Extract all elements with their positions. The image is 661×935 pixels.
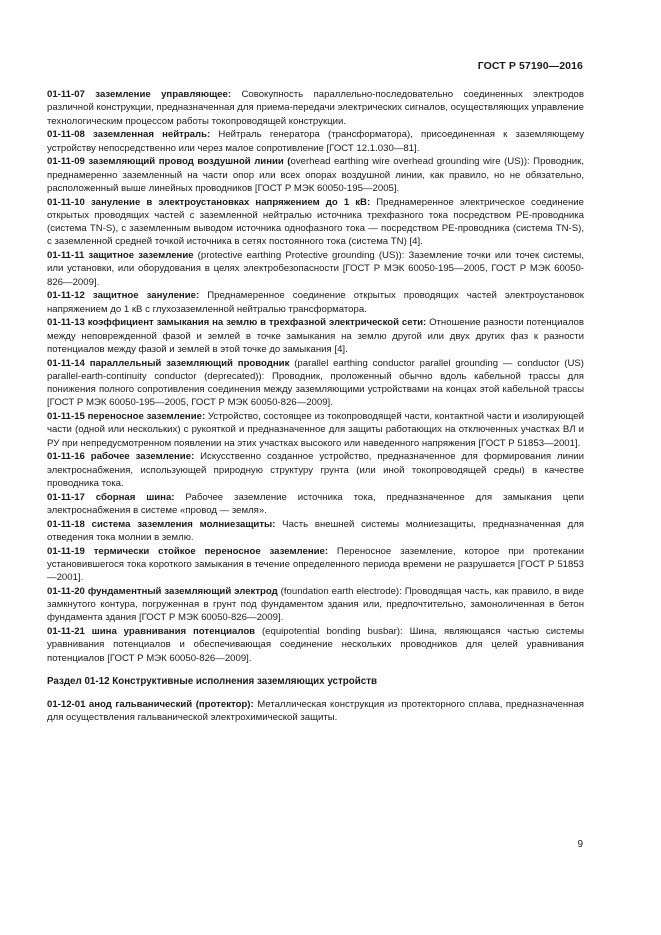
term-definition: Переносное заземление, которое при протекании установившегося тока короткого замыкания в течение определенного периода времени не разрушается [ГОСТ Р 51853—2001].: [47, 545, 584, 583]
term-heading: 01-11-20 фундаментный заземляющий электрод: [47, 585, 278, 597]
term-heading: 01-11-14 параллельный заземляющий проводник: [47, 357, 290, 369]
term-heading: 01-11-19 термически стойкое переносное заземление:: [47, 545, 329, 557]
term-definition: overhead earthing wire overhead grounding wire (US)): Проводник, преднамеренно заземленный на части опор или всех опорах воздушной линии, как правило, но не обязательно, расположенный выше линейных проводников [ГОСТ Р МЭК 60050-195—2005].: [47, 156, 584, 194]
term-definition: Устройство, состоящее из токопроводящей части, контактной части и изолирующей части (одной или нескольких) с рукояткой и предназначенное для защиты работающих на отключенных участках ВЛ и РУ при непредусмотренном появлении на этих участках высокого или наведенного напряжения [ГОСТ Р 51853—2001].: [47, 411, 584, 449]
document-header: ГОСТ Р 57190—2016: [477, 60, 583, 72]
term-definition: Рабочее заземление источника тока, предназначенное для замыкания цепи электроснабжения в системе «провод — земля».: [47, 491, 584, 516]
term-definition: (parallel earthing conductor parallel grounding — conductor (US) parallel-earth-continuity conductor (deprecated)): Проводник, проложенный обычно вдоль кабельной трассы для понижения полного сопротивления соединения между заземляющими устройствами на концах этой кабельной трассы [ГОСТ Р МЭК 60050-195—2005, ГОСТ Р МЭК 60050-826—2009].: [47, 357, 584, 409]
term-heading: 01-11-12 защитное зануление:: [47, 290, 200, 302]
term-heading: 01-11-15 переносное заземление:: [47, 411, 206, 422]
section-terms-list: [47, 698, 584, 725]
term-entry: [47, 196, 584, 249]
term-entry: [47, 491, 584, 518]
term-entry: [47, 625, 584, 665]
term-entry: [47, 155, 584, 195]
term-definition: (protective earthing Protective grounding (US)): Заземление точки или точек системы, или установки, или оборудования в целях электробезопасности [ГОСТ Р МЭК 60050-195—2005, ГОСТ Р МЭК 60050-826—2009].: [47, 250, 584, 288]
term-entry: [47, 128, 584, 155]
terms-list: [47, 88, 584, 665]
term-entry: [47, 357, 584, 410]
term-heading: 01-11-16 рабочее заземление:: [47, 451, 195, 463]
term-definition: Искусственно созданное устройство, предназначенное для формирования линии электроснабжения, использующей природную структуру грунта (или иной токопроводящей среды) в качестве проводника тока.: [47, 451, 584, 489]
term-entry: [47, 545, 584, 585]
term-definition: Металлическая конструкция из протекторного сплава, предназначенная для осуществления гальванической электрохимической защиты.: [47, 699, 584, 724]
term-definition: Преднамеренное электрическое соединение открытых проводящих частей с заземленной нейтралью источника трехфазного тока посредством PE-проводника (система TN-S), с заземленным выводом источника однофазного тока — посредством PE-проводника (система TN-S), с заземленной средней точкой источника в сетях постоянного тока (система TN) [4].: [47, 196, 584, 248]
term-definition: Преднамеренное соединение открытых проводящих частей электроустановок напряжением до 1 кВ с глухозаземленной нейтралью трансформатора.: [47, 290, 584, 315]
term-heading: 01-11-18 система заземления молниезащиты:: [47, 518, 276, 530]
term-entry: [47, 316, 584, 356]
term-heading: 01-11-17 сборная шина:: [47, 491, 175, 503]
section-title: Раздел 01-12 Конструктивные исполнения заземляющих устройств: [47, 675, 378, 687]
term-entry: [47, 289, 584, 316]
term-entry: [47, 698, 584, 725]
term-heading: 01-11-10 зануление в электроустановках напряжением до 1 кВ:: [47, 196, 371, 208]
term-definition: Часть внешней системы молниезащиты, предназначенная для отведения тока молнии в землю.: [47, 518, 584, 543]
term-entry: [47, 450, 584, 490]
term-definition: Совокупность параллельно-последовательно соединенных электродов различной конструкции, предназначенная для приема-передачи электрических сигналов, осуществляющих управление технологическим процессом работы токопроводящей конструкции.: [47, 89, 584, 127]
term-entry: [47, 249, 584, 289]
term-entry: [47, 410, 584, 450]
term-definition: (equipotential bonding busbar): Шина, являющаяся частью системы уравнивания потенциалов и обеспечивающая соединение нескольких проводников для целей уравнивания потенциалов [ГОСТ Р МЭК 60050-826—2009].: [47, 626, 584, 664]
term-heading: 01-11-07 заземление управляющее:: [47, 89, 232, 100]
document-body: [47, 88, 584, 725]
term-heading: 01-11-11 защитное заземление: [47, 250, 194, 261]
term-heading: 01-11-09 заземляющий провод воздушной линии (: [47, 156, 291, 168]
term-entry: [47, 88, 584, 128]
term-heading: 01-11-08 заземленная нейтраль:: [47, 129, 211, 141]
term-definition: (foundation earth electrode): Проводящая часть, как правило, в виде замкнутого контура, погруженная в грунт под фундаментом здания или, предпочтительно, замоноличенная в бетон фундамента здания [ГОСТ Р МЭК 60050-826—2009].: [47, 585, 584, 624]
page-number: 9: [577, 839, 583, 850]
term-entry: [47, 518, 584, 545]
term-heading: 01-11-13 коэффициент замыкания на землю в трехфазной электрической сети:: [47, 317, 427, 329]
term-heading: 01-11-21 шина уравнивания потенциалов: [47, 626, 256, 637]
term-definition: Отношение разности потенциалов между неповрежденной фазой и землей в точке замыкания на землю другой или двух других фаз к разности потенциалов между фазой и землей в этой точке до замыкания [4].: [47, 317, 584, 355]
term-definition: Нейтраль генератора (трансформатора), присоединенная к заземляющему устройству непосредственно или через малое сопротивление [ГОСТ 12.1.030—81].: [47, 129, 584, 154]
term-heading: 01-12-01 анод гальванический (протектор):: [47, 699, 254, 710]
term-entry: [47, 585, 584, 625]
